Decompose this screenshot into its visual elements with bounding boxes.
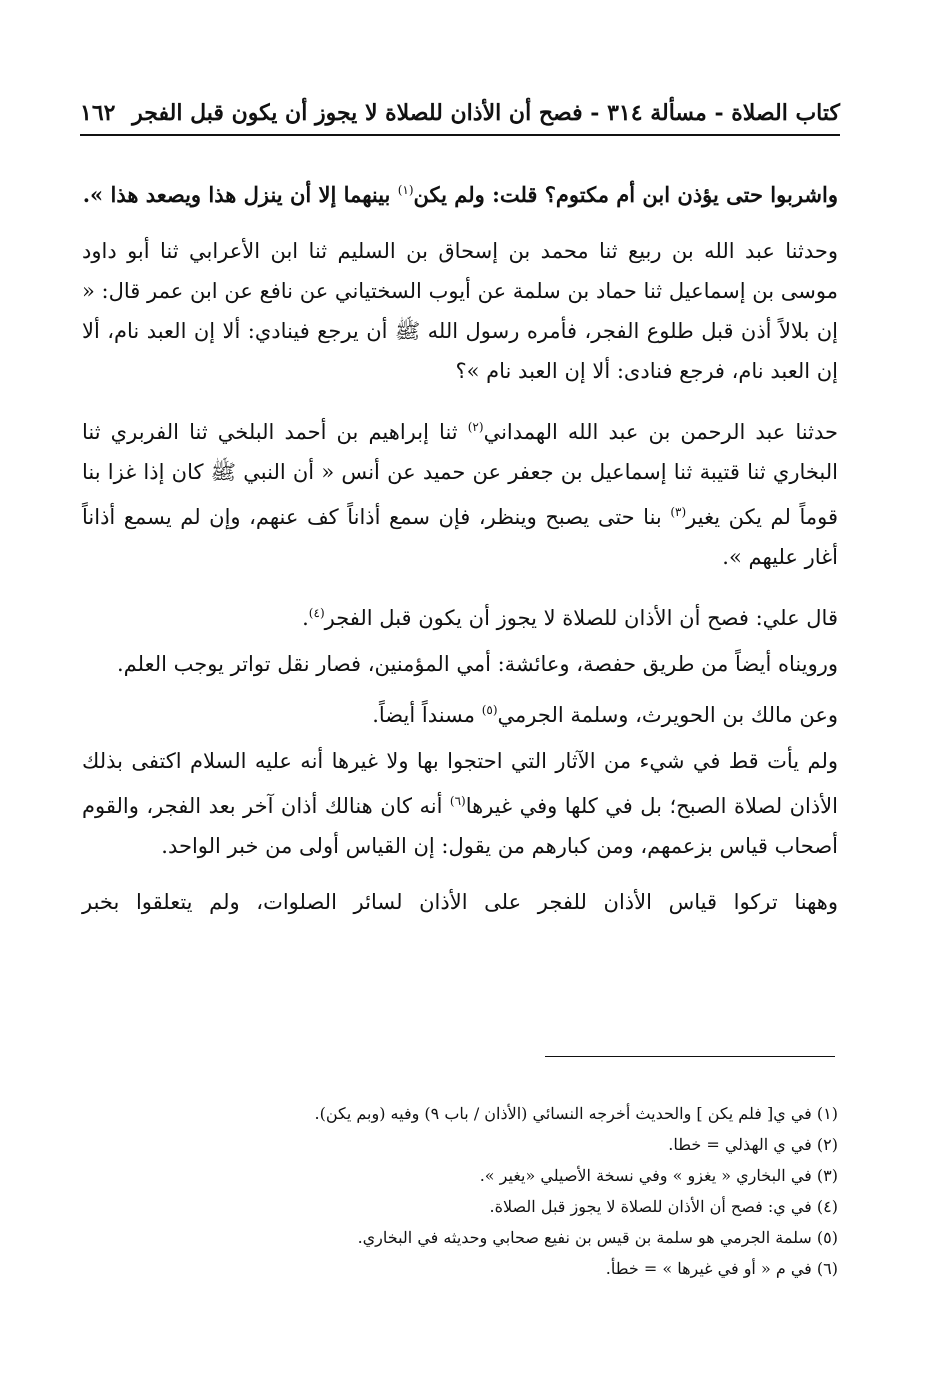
footnote-ref: (٣) [670, 505, 687, 519]
footnote-text: في ي: فصح أن الأذان للصلاة لا يجوز قبل الصلاة. [489, 1197, 817, 1216]
footnote-text: سلمة الجرمي هو سلمة بن قيس بن نفيع صحابي وحديثه في البخاري. [357, 1228, 817, 1247]
footnote-divider [545, 1056, 835, 1057]
running-title: كتاب الصلاة - مسألة ٣١٤ - فصح أن الأذان للصلاة لا يجوز أن يكون قبل الفجر [132, 100, 840, 126]
paragraph [82, 690, 838, 735]
paragraph-text: بنا حتى يصبح وينظر، فإن سمع أذاناً كف عنهم، وإن لم يسمع أذاناً أغار عليهم ». [82, 505, 838, 569]
footnote-ref: (٥) [481, 703, 498, 717]
footnote [82, 1129, 838, 1160]
paragraph-text: ولم يأت قط في شيء من الآثار التي احتجوا بها ولا غيرها أنه عليه السلام اكتفى بذلك الأذان لصلاة الصبح؛ بل في كلها وفي غيرها [82, 749, 838, 818]
footnote [82, 1222, 838, 1253]
footnote [82, 1191, 838, 1222]
paragraph-text: مسنداً أيضاً. [372, 703, 482, 727]
footnote-text: في البخاري « يغزو » وفي نسخة الأصيلي «يغير ». [479, 1166, 817, 1185]
footnotes [82, 1098, 838, 1284]
footnote [82, 1098, 838, 1129]
footnote-ref: (٦) [449, 794, 466, 808]
paragraph [82, 741, 838, 866]
footnote [82, 1253, 838, 1284]
footnote-ref: (٢) [467, 420, 484, 434]
paragraph [82, 170, 838, 215]
footnote-number: (٥) [816, 1228, 838, 1247]
footnote-number: (٦) [816, 1259, 838, 1278]
paragraph [82, 407, 838, 577]
footnote-number: (٢) [816, 1135, 838, 1154]
footnote-text: في ي[ فلم يكن ] والحديث أخرجه النسائي (الأذان / باب ٩) وفيه (وبم يكن). [314, 1104, 817, 1123]
paragraph-text: أنه كان هنالك أذان آخر بعد الفجر، والقوم أصحاب قياس بزعمهم، ومن كبارهم من يقول: إن القياس أولى من خبر الواحد. [82, 794, 838, 858]
paragraph [82, 593, 838, 638]
paragraph: وحدثنا عبد الله بن ربيع ثنا محمد بن إسحاق بن السليم ثنا ابن الأعرابي ثنا أبو داود موسى بن إسماعيل ثنا حماد بن سلمة عن أيوب السختياني عن نافع عن ابن عمر قال: « إن بلالاً أذن قبل طلوع الفجر، فأمره رسول الله ﷺ أن يرجع فينادي: ألا إن العبد نام، ألا إن العبد نام، فرجع فنادى: ألا إن العبد نام »؟ [82, 239, 838, 383]
paragraph: ورويناه أيضاً من طريق حفصة، وعائشة: أمي المؤمنين، فصار نقل تواتر يوجب العلم. [116, 652, 838, 676]
main-text [82, 170, 838, 938]
footnote-number: (٣) [816, 1166, 838, 1185]
footnote-ref: (٤) [308, 606, 325, 620]
paragraph-text: . [302, 606, 309, 630]
paragraph-text: حدثنا عبد الرحمن بن عبد الله الهمداني [483, 420, 838, 444]
paragraph: وههنا تركوا قياس الأذان للفجر على الأذان لسائر الصلوات، ولم يتعلقوا بخبر [82, 890, 838, 914]
paragraph-text: بينهما إلا أن ينزل هذا ويصعد هذا ». [82, 182, 398, 207]
header-divider [80, 134, 840, 136]
page-header [80, 86, 840, 126]
footnote-text: في ي الهذلي = خطا. [668, 1135, 817, 1154]
footnote-ref: (١) [397, 183, 414, 197]
footnote-number: (٤) [816, 1197, 838, 1216]
paragraph-text: واشربوا حتى يؤذن ابن أم مكتوم؟ قلت: ولم يكن [413, 182, 838, 207]
footnote [82, 1160, 838, 1191]
footnote-number: (١) [816, 1104, 838, 1123]
paragraph-text: ثنا إبراهيم بن أحمد البلخي ثنا الفربري ثنا البخاري ثنا قتيبة ثنا إسماعيل بن جعفر عن حميد عن أنس « أن النبي ﷺ كان إذا غزا بنا قوماً لم يكن يغير [82, 420, 839, 529]
footnote-text: في م « أو في غيرها » = خطأ. [605, 1259, 817, 1278]
paragraph-text: قال علي: فصح أن الأذان للصلاة لا يجوز أن يكون قبل الفجر [324, 606, 838, 630]
paragraph-text: وعن مالك بن الحويرث، وسلمة الجرمي [497, 703, 838, 727]
page-number: ١٦٢ [80, 100, 116, 126]
